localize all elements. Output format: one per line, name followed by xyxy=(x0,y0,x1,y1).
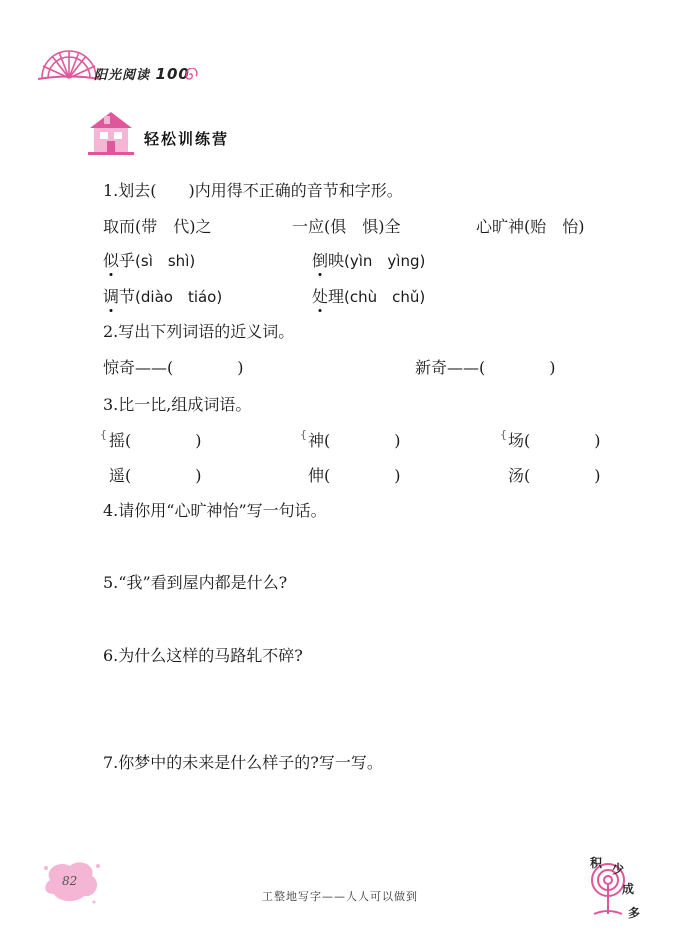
pair-bracket: { xyxy=(500,428,507,441)
footer-slogan: 工整地写字——人人可以做到 xyxy=(262,890,418,903)
pair-bracket: { xyxy=(100,428,107,441)
q3-pair-1-bottom[interactable]: 遥( ) xyxy=(109,466,202,485)
q2-answer-right[interactable]: 新奇——( ) xyxy=(415,358,556,377)
dotted-char: 处 xyxy=(312,287,329,306)
section-title: 轻松训练营 xyxy=(144,130,230,148)
char: 乎 xyxy=(119,251,136,270)
pinyin-options: (chù chǔ) xyxy=(344,288,426,306)
question-5-title: 5.“我”看到屋内都是什么? xyxy=(103,573,288,592)
dotted-char: 倒 xyxy=(312,251,329,270)
series-name: 阳光阅读 xyxy=(94,68,151,83)
swirl-icon xyxy=(184,68,198,82)
q3-pair-2-top[interactable]: 神( ) xyxy=(308,431,401,450)
q2-answer-left[interactable]: 惊奇——( ) xyxy=(103,358,244,377)
q3-pair-1-top[interactable]: 摇( ) xyxy=(109,431,202,450)
q1-item-1: 取而(带 代)之 xyxy=(103,217,212,236)
dotted-char: 调 xyxy=(103,287,120,306)
pinyin-options: (diào tiáo) xyxy=(135,288,223,306)
char: 节 xyxy=(119,287,136,306)
q3-pair-3-bottom[interactable]: 汤( ) xyxy=(508,466,601,485)
q1-item-5 xyxy=(312,248,425,271)
sunburst-logo-icon xyxy=(38,48,100,82)
pinyin-options: (yìn yìng) xyxy=(344,252,426,270)
question-6-title: 6.为什么这样的马路轧不碎? xyxy=(103,646,303,665)
series-title xyxy=(94,64,190,83)
q1-item-2: 一应(俱 惧)全 xyxy=(292,217,401,236)
char: 映 xyxy=(328,251,345,270)
logo-char-3: 成 xyxy=(622,882,635,896)
question-2-title: 2.写出下列词语的近义词。 xyxy=(103,322,295,341)
logo-char-4: 多 xyxy=(628,906,641,920)
question-3-title: 3.比一比,组成词语。 xyxy=(103,395,252,414)
dotted-char: 似 xyxy=(103,251,120,270)
pair-bracket: { xyxy=(300,428,307,441)
page-number: 82 xyxy=(62,874,78,888)
q1-item-7 xyxy=(312,284,425,307)
q1-item-6 xyxy=(103,284,222,307)
logo-char-1: 积 xyxy=(590,856,603,870)
logo-char-2: 少 xyxy=(612,862,625,876)
q3-pair-2-bottom[interactable]: 伸( ) xyxy=(308,466,401,485)
char: 理 xyxy=(328,287,345,306)
footer-logo xyxy=(576,852,648,924)
question-7-title: 7.你梦中的未来是什么样子的?写一写。 xyxy=(103,753,383,772)
pinyin-options: (sì shì) xyxy=(135,252,196,270)
q1-item-3: 心旷神(贻 怡) xyxy=(476,217,585,236)
q1-item-4 xyxy=(103,248,195,271)
series-number: 100 xyxy=(155,65,190,83)
q3-pair-3-top[interactable]: 场( ) xyxy=(508,431,601,450)
question-1-title: 1.划去( )内用得不正确的音节和字形。 xyxy=(103,181,403,200)
house-icon xyxy=(84,110,138,156)
question-4-title: 4.请你用“心旷神怡”写一句话。 xyxy=(103,501,327,520)
